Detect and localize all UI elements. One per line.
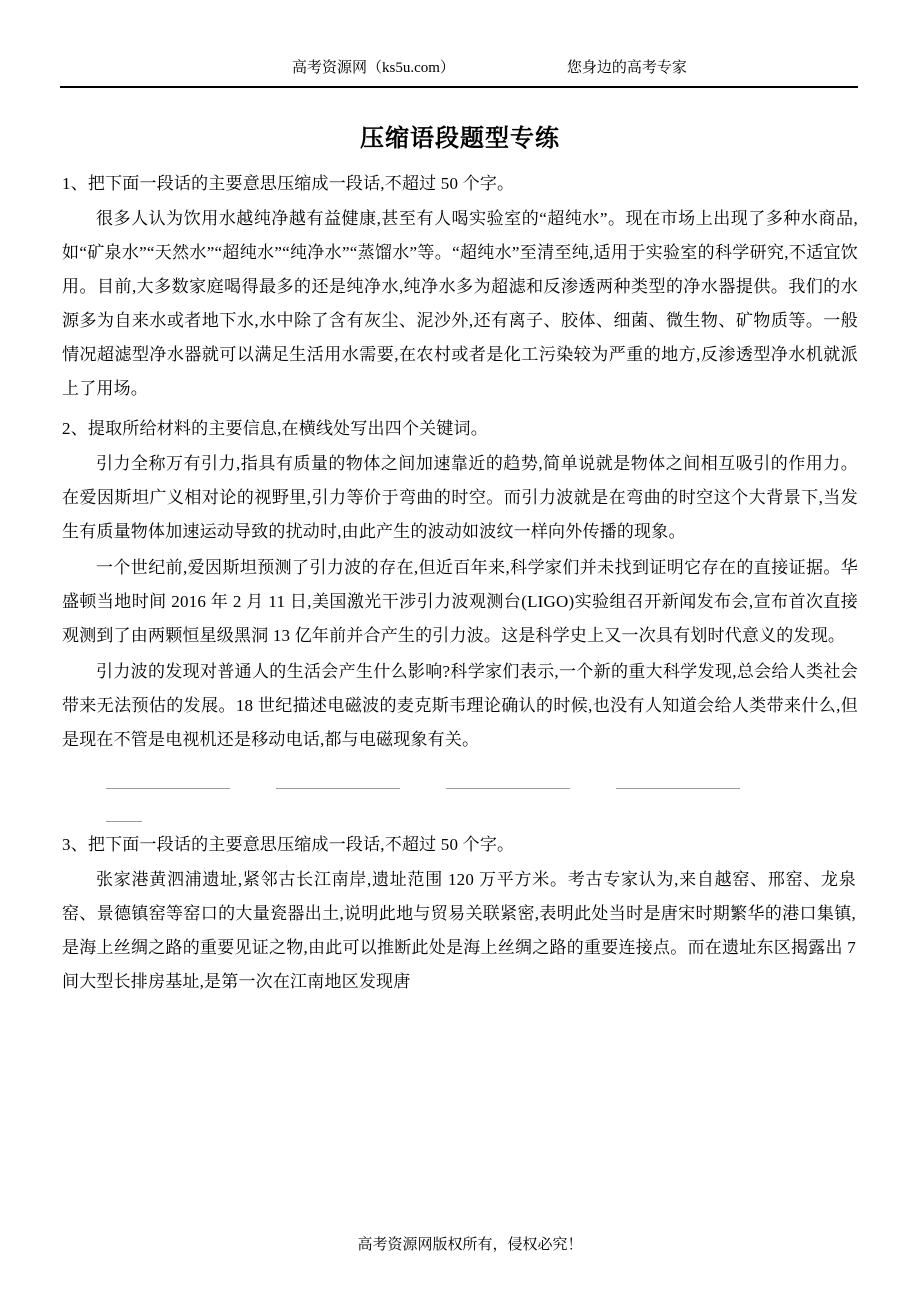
question-prompt-3: 3、把下面一段话的主要意思压缩成一段话,不超过 50 个字。: [62, 835, 515, 855]
question-body-2-para-2: 一个世纪前,爱因斯坦预测了引力波的存在,但近百年来,科学家们并未找到证明它存在的直接证据。华盛顿当地时间 2016 年 2 月 11 日,美国激光干涉引力波观测台(LIGO)实验组召开新闻发布会,宣布首次直接观测到了由两颗恒星级黑洞 13 亿年前并合产生的引力波。这是科学史上又一次具有划时代意义的发现。: [62, 558, 858, 646]
page-title: 压缩语段题型专练: [360, 126, 560, 152]
header-divider: [60, 86, 858, 88]
page-footer: 高考资源网版权所有，侵权必究！: [357, 1237, 583, 1253]
answer-blank-continuation[interactable]: [106, 807, 142, 822]
answer-blank-2[interactable]: [276, 773, 400, 789]
page-header: [62, 56, 858, 80]
question-body-2-para-3: 引力波的发现对普通人的生活会产生什么影响?科学家们表示,一个新的重大科学发现,总会给人类社会带来无法预估的发展。18 世纪描述电磁波的麦克斯韦理论确认的时候,也没有人知道会给人类带来什么,但是现在不管是电视机还是移动电话,都与电磁现象有关。: [62, 662, 858, 750]
question-body-3: 张家港黄泗浦遗址,紧邻古长江南岸,遗址范围 120 万平方米。考古专家认为,来自越窑、邢窑、龙泉窑、景德镇窑等窑口的大量瓷器出土,说明此地与贸易关联紧密,表明此处当时是唐宋时期繁华的港口集镇,是海上丝绸之路的重要见证之物,由此可以推断此处是海上丝绸之路的重要连接点。而在遗址东区揭露出 7 间大型长排房基址,是第一次在江南地区发现唐: [62, 870, 856, 992]
question-prompt-1: 1、把下面一段话的主要意思压缩成一段话,不超过 50 个字。: [62, 174, 515, 193]
answer-blank-1[interactable]: [106, 773, 230, 789]
header-slogan: 您身边的高考专家: [566, 60, 687, 76]
header-site-name: 高考资源网（ks5u.com）: [292, 60, 455, 76]
question-body-2-para-1: 引力全称万有引力,指具有质量的物体之间加速靠近的趋势,简单说就是物体之间相互吸引的作用力。在爱因斯坦广义相对论的视野里,引力等价于弯曲的时空。而引力波就是在弯曲的时空这个大背景下,当发生有质量物体加速运动导致的扰动时,由此产生的波动如波纹一样向外传播的现象。: [62, 454, 858, 542]
answer-blank-3[interactable]: [446, 773, 570, 789]
question-prompt-2: 2、提取所给材料的主要信息,在横线处写出四个关键词。: [62, 419, 488, 439]
answer-blank-4[interactable]: [616, 773, 740, 789]
question-body-1: 很多人认为饮用水越纯净越有益健康,甚至有人喝实验室的“超纯水”。现在市场上出现了多种水商品,如“矿泉水”“天然水”“超纯水”“纯净水”“蒸馏水”等。“超纯水”至清至纯,适用于实验室的科学研究,不适宜饮用。目前,大多数家庭喝得最多的还是纯净水,纯净水多为超滤和反渗透两种类型的净水器提供。我们的水源多为自来水或者地下水,水中除了含有灰尘、泥沙外,还有离子、胶体、细菌、微生物、矿物质等。一般情况超滤型净水器就可以满足生活用水需要,在农村或者是化工污染较为严重的地方,反渗透型净水机就派上了用场。: [62, 209, 858, 399]
answer-blank-row: [62, 773, 858, 789]
